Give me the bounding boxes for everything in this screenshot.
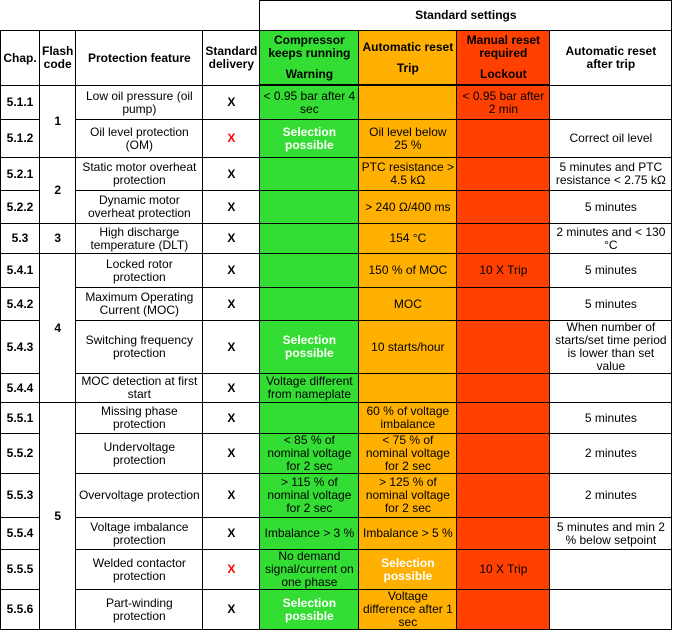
flash-code-cell: 4	[40, 254, 76, 403]
lockout-cell	[457, 374, 550, 403]
warning-cell: < 0.95 bar after 4 sec	[260, 86, 359, 120]
trip-cell: 150 % of MOC	[359, 254, 457, 288]
table-row	[1, 518, 672, 550]
trip-cell: > 125 % of nominal voltage for 2 sec	[359, 474, 457, 518]
table-row	[1, 158, 672, 191]
after-trip-cell: 5 minutes	[550, 288, 672, 321]
lockout-cell	[457, 403, 550, 434]
delivery-mark: X	[203, 254, 260, 288]
table-row	[1, 86, 672, 120]
lockout-cell: < 0.95 bar after 2 min	[457, 86, 550, 120]
delivery-mark: X	[203, 518, 260, 550]
lockout-cell	[457, 518, 550, 550]
table-row	[1, 321, 672, 374]
standard-delivery-header: Standard delivery	[203, 31, 260, 86]
trip-title: Automatic reset	[362, 39, 454, 54]
chap-cell: 5.2.1	[1, 158, 40, 191]
protection-feature-header: Protection feature	[76, 31, 203, 86]
chap-cell: 5.4.2	[1, 288, 40, 321]
chap-cell: 5.5.4	[1, 518, 40, 550]
lockout-group-header	[457, 31, 550, 85]
delivery-mark: X	[203, 288, 260, 321]
flash-code-header: Flash code	[40, 31, 76, 86]
trip-cell: 60 % of voltage imbalance	[359, 403, 457, 434]
protection-feature-cell: Locked rotor protection	[76, 254, 203, 288]
trip-cell	[359, 374, 457, 403]
warning-cell: Selection possible	[260, 590, 359, 630]
after-trip-cell: 5 minutes	[550, 254, 672, 288]
warning-label: Warning	[285, 67, 334, 81]
delivery-mark: X	[203, 224, 260, 254]
after-trip-cell	[550, 590, 672, 630]
chap-cell: 5.5.6	[1, 590, 40, 630]
warning-cell	[260, 224, 359, 254]
trip-cell: Imbalance > 5 %	[359, 518, 457, 550]
table-row	[1, 374, 672, 403]
warning-cell: Voltage different from nameplate	[260, 374, 359, 403]
flash-code-cell: 3	[40, 224, 76, 254]
chap-cell: 5.5.2	[1, 434, 40, 474]
warning-cell: Selection possible	[260, 321, 359, 374]
table-row	[1, 590, 672, 630]
table-row	[1, 191, 672, 224]
blank-corner	[1, 1, 260, 31]
delivery-mark: X	[203, 191, 260, 224]
after-trip-cell: Correct oil level	[550, 120, 672, 158]
protection-feature-cell: Dynamic motor overheat protection	[76, 191, 203, 224]
protection-feature-cell: Oil level protection (OM)	[76, 120, 203, 158]
trip-cell	[359, 86, 457, 120]
table-row	[1, 434, 672, 474]
table-row	[1, 474, 672, 518]
trip-cell: MOC	[359, 288, 457, 321]
protection-feature-cell: Static motor overheat protection	[76, 158, 203, 191]
warning-title: Compressor keeps running	[268, 33, 351, 60]
warning-cell	[260, 158, 359, 191]
after-trip-cell: 5 minutes and min 2 % below setpoint	[550, 518, 672, 550]
after-trip-cell	[550, 86, 672, 120]
table-row	[1, 224, 672, 254]
protection-feature-cell: Missing phase protection	[76, 403, 203, 434]
warning-cell	[260, 254, 359, 288]
lockout-cell	[457, 158, 550, 191]
trip-cell: 154 °C	[359, 224, 457, 254]
chap-cell: 5.4.1	[1, 254, 40, 288]
lockout-cell	[457, 191, 550, 224]
chap-cell: 5.5.3	[1, 474, 40, 518]
lockout-cell	[457, 321, 550, 374]
warning-cell: No demand signal/current on one phase	[260, 550, 359, 590]
protection-feature-cell: MOC detection at first start	[76, 374, 203, 403]
delivery-mark: X	[203, 403, 260, 434]
lockout-cell	[457, 590, 550, 630]
after-trip-cell	[550, 550, 672, 590]
after-trip-cell: 5 minutes	[550, 403, 672, 434]
chap-cell: 5.1.2	[1, 120, 40, 158]
after-trip-cell	[550, 374, 672, 403]
lockout-cell	[457, 288, 550, 321]
trip-cell: PTC resistance > 4.5 kΩ	[359, 158, 457, 191]
lockout-label: Lockout	[480, 67, 527, 81]
standard-settings-header: Standard settings	[260, 1, 672, 31]
lockout-cell	[457, 120, 550, 158]
warning-cell: Imbalance > 3 %	[260, 518, 359, 550]
lockout-title: Manual reset required	[466, 33, 541, 60]
protection-feature-cell: Part-winding protection	[76, 590, 203, 630]
flash-code-cell: 1	[40, 86, 76, 158]
table-row	[1, 550, 672, 590]
delivery-mark: X	[203, 590, 260, 630]
table-row	[1, 288, 672, 321]
table-body	[1, 86, 672, 630]
protection-feature-cell: Maximum Operating Current (MOC)	[76, 288, 203, 321]
chap-cell: 5.4.3	[1, 321, 40, 374]
delivery-mark: X	[203, 550, 260, 590]
trip-group-header	[359, 31, 457, 85]
warning-cell: < 85 % of nominal voltage for 2 sec	[260, 434, 359, 474]
trip-label: Trip	[396, 60, 419, 75]
warning-cell	[260, 403, 359, 434]
chap-cell: 5.3	[1, 224, 40, 254]
chap-cell: 5.1.1	[1, 86, 40, 120]
delivery-mark: X	[203, 474, 260, 518]
after-trip-header: Automatic reset after trip	[550, 31, 672, 86]
trip-cell: < 75 % of nominal voltage for 2 sec	[359, 434, 457, 474]
protection-feature-cell: Voltage imbalance protection	[76, 518, 203, 550]
chap-header: Chap.	[1, 31, 40, 86]
protection-feature-cell: High discharge temperature (DLT)	[76, 224, 203, 254]
trip-cell: Oil level below 25 %	[359, 120, 457, 158]
after-trip-cell: 2 minutes	[550, 474, 672, 518]
delivery-mark: X	[203, 374, 260, 403]
protection-feature-cell: Overvoltage protection	[76, 474, 203, 518]
warning-cell: > 115 % of nominal voltage for 2 sec	[260, 474, 359, 518]
lockout-cell: 10 X Trip	[457, 254, 550, 288]
flash-code-cell: 2	[40, 158, 76, 224]
protection-feature-cell: Undervoltage protection	[76, 434, 203, 474]
trip-cell: > 240 Ω/400 ms	[359, 191, 457, 224]
trip-cell: Selection possible	[359, 550, 457, 590]
after-trip-cell: When number of starts/set time period is lower than set value	[550, 321, 672, 374]
delivery-mark: X	[203, 158, 260, 191]
chap-cell: 5.5.5	[1, 550, 40, 590]
warning-cell: Selection possible	[260, 120, 359, 158]
table-row	[1, 254, 672, 288]
protection-feature-cell: Low oil pressure (oil pump)	[76, 86, 203, 120]
lockout-cell	[457, 434, 550, 474]
flash-code-cell: 5	[40, 403, 76, 630]
warning-group-header	[260, 31, 359, 85]
lockout-cell	[457, 224, 550, 254]
after-trip-cell: 2 minutes	[550, 434, 672, 474]
lockout-cell: 10 X Trip	[457, 550, 550, 590]
after-trip-cell: 5 minutes and PTC resistance < 2.75 kΩ	[550, 158, 672, 191]
delivery-mark: X	[203, 86, 260, 120]
chap-cell: 5.5.1	[1, 403, 40, 434]
after-trip-cell: 5 minutes	[550, 191, 672, 224]
protection-feature-cell: Welded contactor protection	[76, 550, 203, 590]
warning-cell	[260, 288, 359, 321]
delivery-mark: X	[203, 120, 260, 158]
table-row	[1, 120, 672, 158]
protection-feature-cell: Switching frequency protection	[76, 321, 203, 374]
trip-cell: 10 starts/hour	[359, 321, 457, 374]
lockout-cell	[457, 474, 550, 518]
delivery-mark: X	[203, 434, 260, 474]
chap-cell: 5.4.4	[1, 374, 40, 403]
delivery-mark: X	[203, 321, 260, 374]
table-row	[1, 403, 672, 434]
chap-cell: 5.2.2	[1, 191, 40, 224]
warning-cell	[260, 191, 359, 224]
trip-cell: Voltage difference after 1 sec	[359, 590, 457, 630]
after-trip-cell: 2 minutes and < 130 °C	[550, 224, 672, 254]
